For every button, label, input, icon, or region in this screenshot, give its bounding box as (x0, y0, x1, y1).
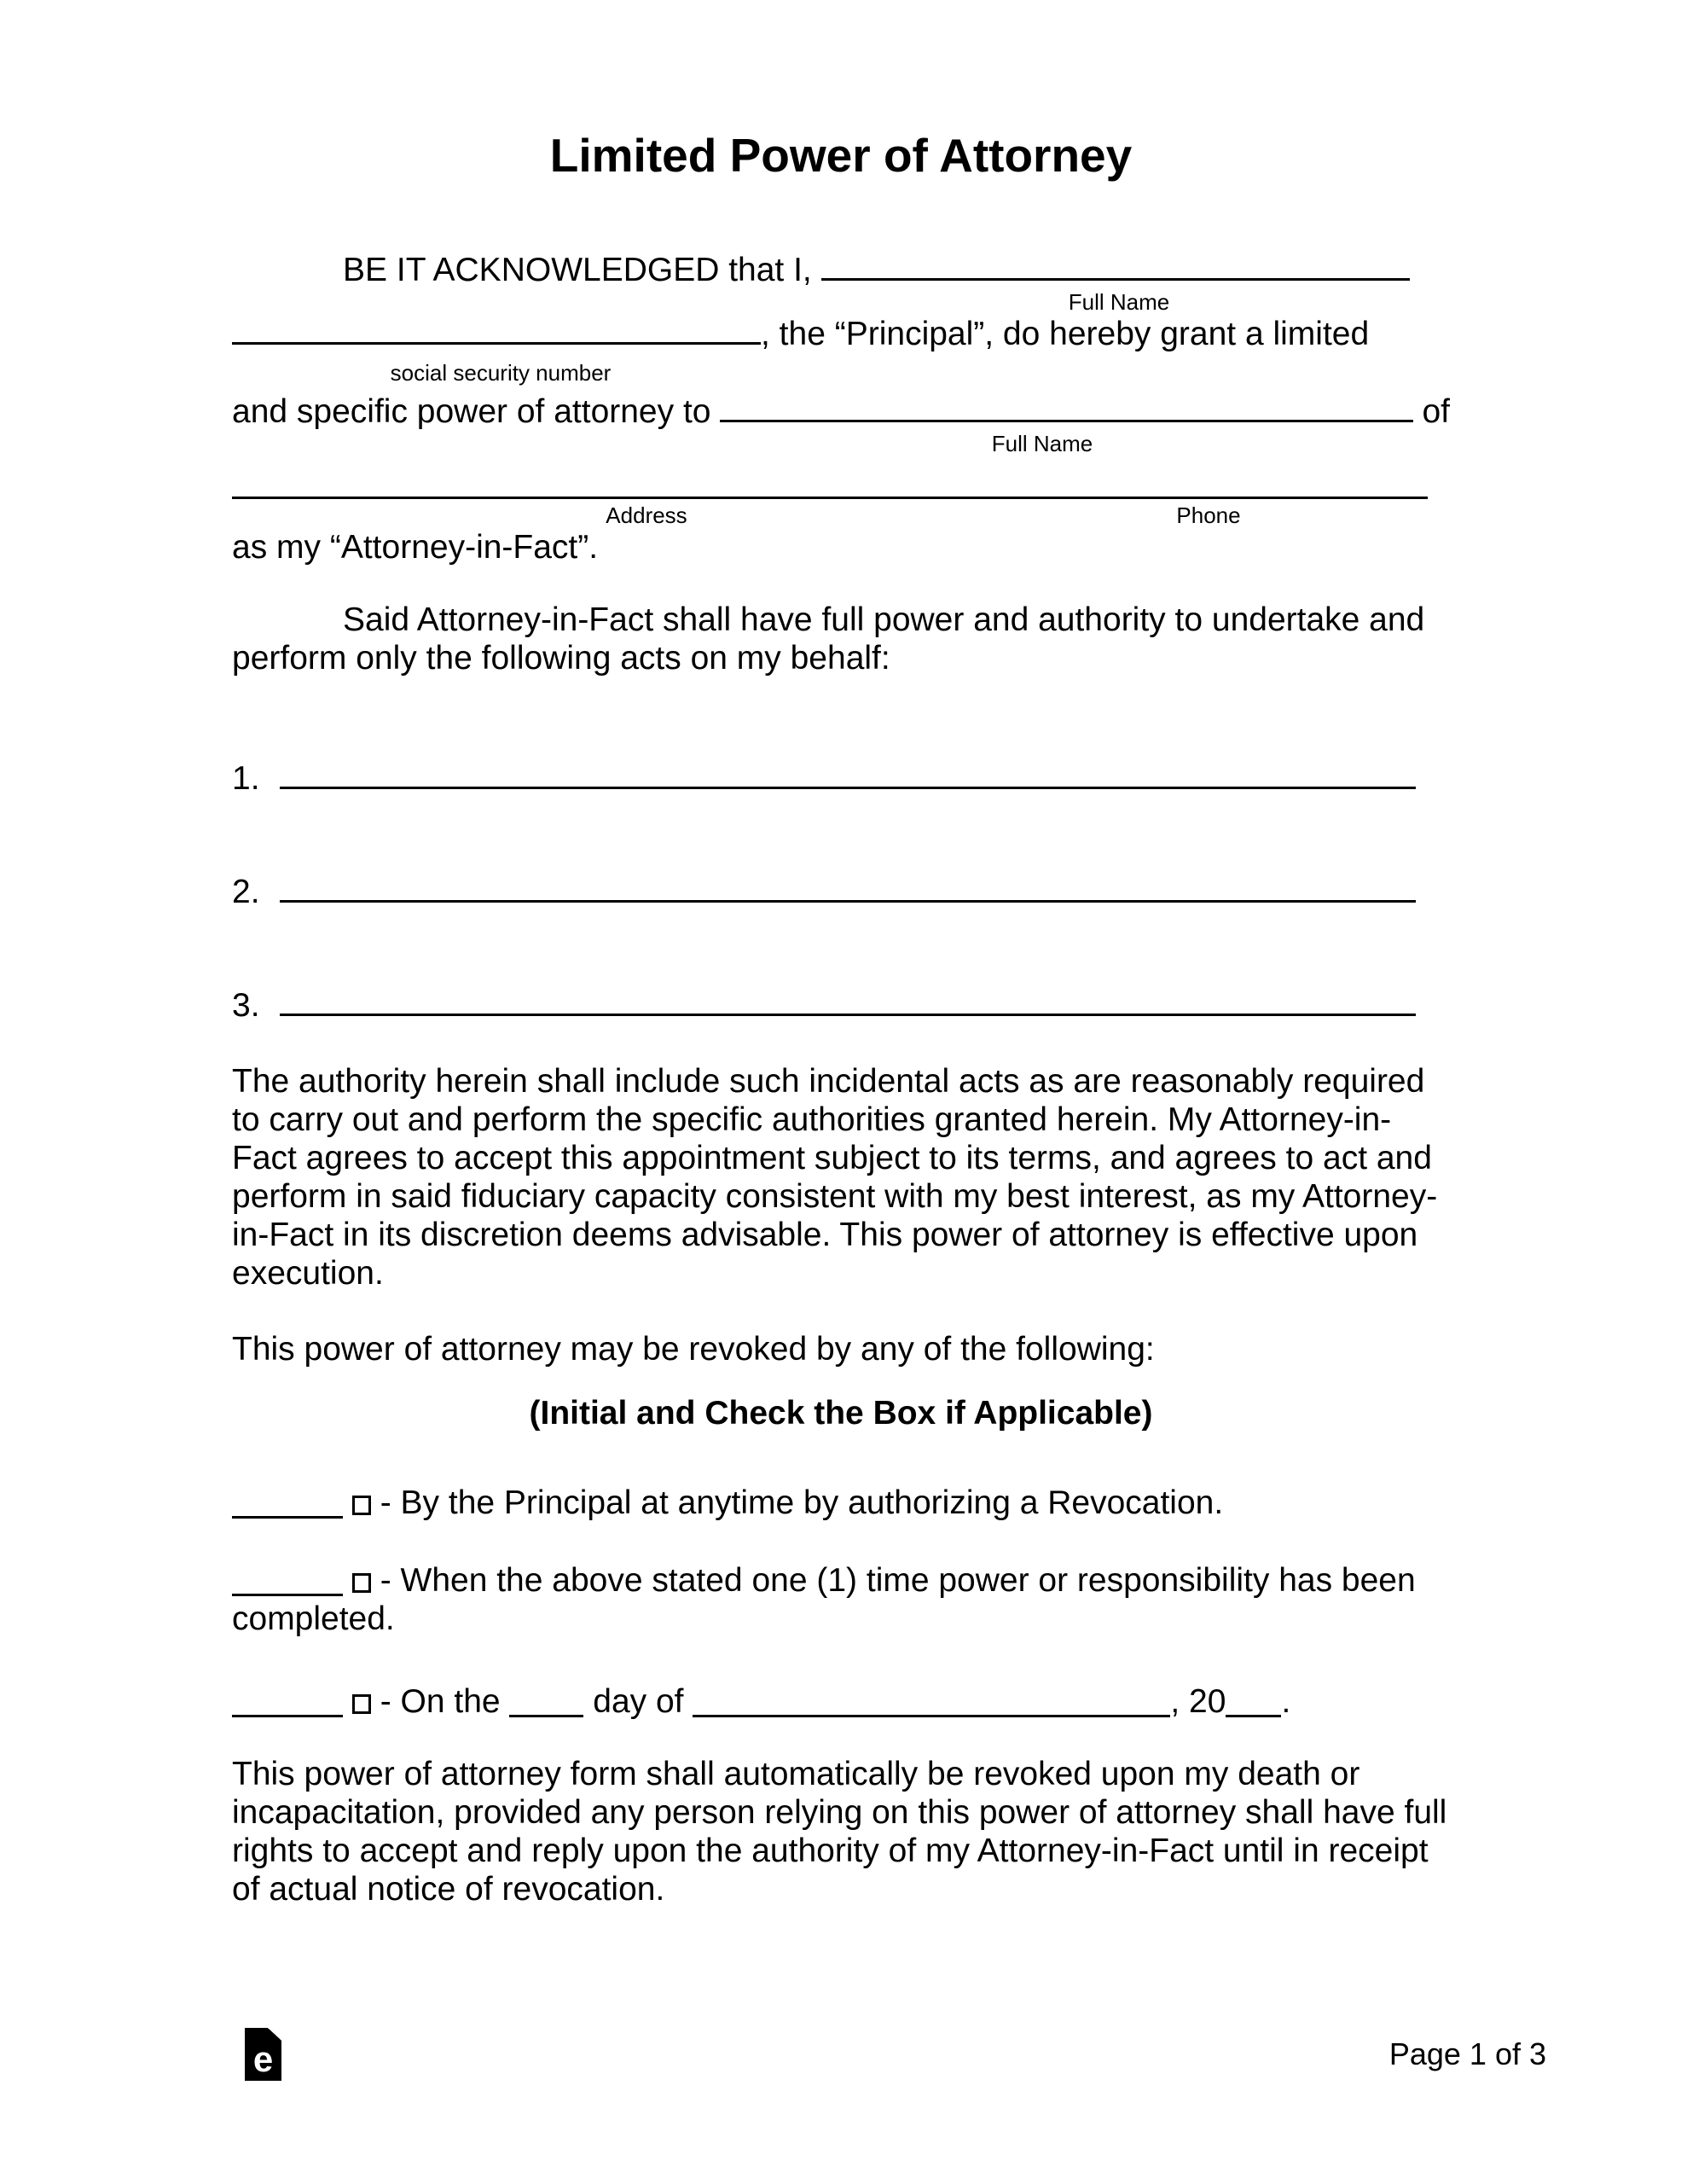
authority-paragraph: The authority herein shall include such incidental acts as are reasonably required to carry out and perform the specific authorities granted herein. My Attorney-in-Fact agrees to accept this appointment subject to its terms, and agrees to act and perform in said fiduciary capacity consistent with my best interest, as my Attorney-in-Fact in its discretion deems advisable. This power of attorney is effective upon execution. (232, 1063, 1438, 1292)
ssn-label: social security number (390, 360, 612, 386)
eforms-logo-icon (245, 2028, 281, 2081)
revocation-option-2 (232, 1561, 1450, 1638)
revocation-option-1-text: - By the Principal at anytime by authorizing a Revocation. (380, 1484, 1224, 1521)
acknowledgment-line-3 (232, 392, 1450, 431)
power-number-3: 3. (232, 987, 260, 1024)
power-2-blank[interactable] (280, 877, 1416, 903)
power-item-2 (232, 873, 1450, 911)
power-3-blank[interactable] (280, 990, 1416, 1016)
day-blank[interactable] (509, 1692, 583, 1717)
principal-ssn-blank[interactable] (232, 319, 761, 345)
acknowledgment-text-of: of (1422, 393, 1450, 430)
power-number-2: 2. (232, 874, 260, 910)
month-blank[interactable] (693, 1692, 1170, 1717)
power-item-1 (232, 759, 1450, 798)
principal-full-name-blank[interactable] (821, 255, 1410, 281)
acknowledgment-line-1 (232, 251, 1450, 289)
revocation-option-3-period: . (1281, 1683, 1291, 1720)
power-1-blank[interactable] (280, 764, 1416, 789)
revocation-option-3 (232, 1682, 1450, 1721)
revocation-checkbox-3[interactable] (352, 1694, 371, 1714)
power-item-3 (232, 986, 1450, 1025)
address-phone-label-row (232, 502, 1450, 528)
revocation-checkbox-1[interactable] (352, 1496, 371, 1515)
ssn-label-row (232, 360, 1450, 386)
revocation-checkbox-2[interactable] (352, 1573, 371, 1593)
acknowledgment-text-1: BE IT ACKNOWLEDGED that I, (343, 252, 812, 288)
revocation-intro: This power of attorney may be revoked by any of the following: (232, 1331, 1155, 1368)
phone-label: Phone (1176, 502, 1241, 528)
revocation-option-2-text: - When the above stated one (1) time power or responsibility has been completed. (232, 1562, 1416, 1637)
acknowledgment-closing: as my “Attorney-in-Fact”. (232, 529, 599, 566)
powers-list (232, 759, 1450, 1025)
full-name-label-1: Full Name (1068, 289, 1170, 315)
powers-intro-paragraph: Said Attorney-in-Fact shall have full power and authority to undertake and perform only the following acts on my behalf: (232, 601, 1425, 677)
revocation-option-3-year-prefix: , 20 (1170, 1683, 1226, 1720)
page-indicator: Page 1 of 3 (1388, 2036, 1546, 2071)
acknowledgment-text-2: , the “Principal”, do hereby grant a limited (761, 316, 1370, 352)
full-name-label-2: Full Name (991, 431, 1093, 456)
full-name-label-row-1 (232, 289, 1450, 315)
attorney-full-name-blank[interactable] (720, 397, 1412, 422)
initials-blank-1[interactable] (232, 1493, 343, 1519)
auto-revocation-paragraph: This power of attorney form shall automatically be revoked upon my death or incapacitation, provided any person relying on this power of attorney shall have full rights to accept and reply upon the authority of my Attorney-in-Fact until in receipt of actual notice of revocation. (232, 1756, 1447, 1908)
revocation-heading: (Initial and Check the Box if Applicable) (529, 1395, 1153, 1432)
eforms-logo-letter: e (252, 2039, 274, 2079)
revocation-option-3-on-the: - On the (380, 1683, 501, 1720)
address-phone-blank[interactable] (232, 463, 1428, 499)
acknowledgment-line-2 (232, 315, 1450, 353)
acknowledgment-text-3: and specific power of attorney to (232, 393, 711, 430)
revocation-option-3-day-of: day of (593, 1683, 684, 1720)
year-blank[interactable] (1226, 1692, 1281, 1717)
initials-blank-2[interactable] (232, 1571, 343, 1596)
full-name-label-row-2 (232, 431, 1450, 456)
initials-blank-3[interactable] (232, 1692, 343, 1717)
address-label: Address (606, 502, 687, 528)
power-number-1: 1. (232, 760, 260, 797)
revocation-option-1 (232, 1484, 1450, 1522)
page-title: Limited Power of Attorney (549, 129, 1133, 182)
